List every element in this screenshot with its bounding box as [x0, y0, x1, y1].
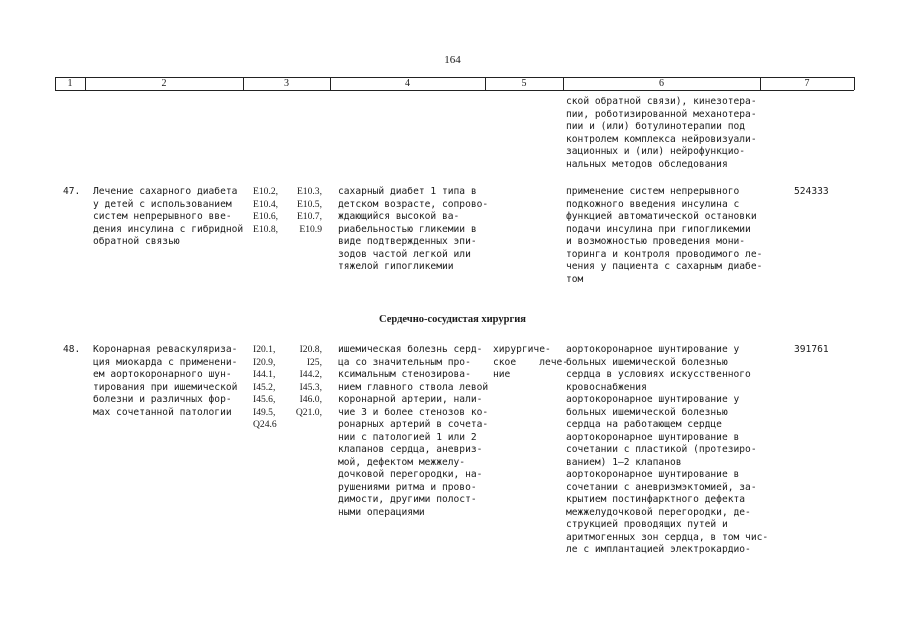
row-47-name: Лечение сахарного диабета у детей с использованием систем непрерывного вве- дения инсулина с гибридной обратной связью [93, 186, 244, 247]
column-header-3: 3 [284, 78, 289, 89]
row-48-patient-model: ишемическая болезнь серд- ца со значительным про- ксимальным стенозирова- нием главного ствола левой коронарной артерии, нали- чие 3 и более стенозов ко- ронарных артерий в сочета- нии с патологией 1 или 2 клапанов сердца, аневриз- мой, дефектом межжелу- дочковой перегородки, на- рушениями ритма и прово- димости, другими полост- ными операциями [338, 344, 489, 518]
icd-code: I44.2, [299, 369, 322, 380]
column-header-1: 1 [67, 78, 73, 89]
column-separator [854, 77, 855, 90]
icd-code: E10.9 [299, 223, 322, 235]
column-separator [485, 77, 486, 90]
icd-code: I49.5, [253, 406, 276, 418]
icd-code: E10.7, [296, 211, 322, 222]
row-48-method: аортокоронарное шунтирование у больных ишемической болезнью сердца в условиях искусственного кровоснабжения аортокоронарное шунтирование у больных ишемической болезнью сердца на работающем сердце аортокоронарное шунтирование в сочетании с пластикой (протезиро- ванием) 1–2 клапанов аортокоронарное шунтирование в сочетании с аневризмэктомией, за- крытием постинфарктного дефекта межжелудочковой перегородки, де- струкцией проводящих путей и аритмогенных зон сердца, в том чис- ле с имплантацией электрокардио- [566, 344, 769, 555]
row-48-number: 48. [63, 344, 81, 355]
row-47-method: применение систем непрерывного подкожного введения инсулина с функцией автоматической остановки подачи инсулина при гипогликемии и возможностью проведения мони- торинга и контроля проводимого ле- чения у пациента с сахарным диабе- том [566, 186, 763, 285]
icd-code: E10.5, [296, 198, 322, 210]
column-separator [85, 77, 86, 90]
icd-code: I25, [306, 356, 322, 368]
row-47-codes [253, 186, 322, 236]
icd-code: I20.9, [253, 356, 276, 368]
row-48-treatment-type: хирургиче- ское лече- ние [493, 344, 569, 380]
column-header-2: 2 [161, 78, 167, 89]
icd-code: I45.6, [253, 394, 276, 405]
header-bottom-rule [55, 90, 854, 91]
column-header-6: 6 [659, 78, 664, 89]
row-47-cost: 524333 [794, 186, 829, 197]
icd-code: I46.0, [299, 394, 322, 405]
column-separator [243, 77, 244, 90]
section-title: Сердечно-сосудистая хирургия [379, 314, 526, 325]
icd-code: E10.3, [296, 186, 322, 197]
column-separator [55, 77, 56, 90]
icd-code: I44.1, [253, 369, 276, 380]
column-header-5: 5 [521, 78, 527, 89]
column-header-4: 4 [405, 78, 410, 89]
row-47-patient-model: сахарный диабет 1 типа в детском возрасте, сопрово- ждающийся высокой ва- риабельностью гликемии в виде подтвержденных эпи- зодов частой легкой или тяжелой гипогликемии [338, 186, 489, 272]
column-separator [563, 77, 564, 90]
row-48-name: Коронарная реваскуляриза- ция миокарда с применени- ем аортокоронарного шун- тирования при ишемической болезни и различных фор- мах сочетанной патологии [93, 344, 238, 418]
continued-method-text: ской обратной связи), кинезотера- пии, роботизированной механотера- пии и (или) ботулинотерапии под контролем комплекса нейровизуали- зационных и (или) нейрофункцио- нальных методов обследования [566, 96, 757, 170]
icd-code: I20.8, [299, 344, 322, 355]
icd-code: Q21.0, [295, 406, 322, 418]
row-48-cost: 391761 [794, 344, 829, 355]
icd-code: E10.4, [253, 198, 279, 210]
row-48-codes [253, 344, 322, 432]
icd-code: E10.2, [253, 186, 279, 197]
column-header-7: 7 [804, 78, 810, 89]
icd-code: Q24.6 [253, 419, 277, 430]
icd-code: E10.8, [253, 223, 279, 235]
icd-code: I20.1, [253, 344, 276, 355]
column-separator [330, 77, 331, 90]
icd-code: E10.6, [253, 211, 279, 222]
column-separator [760, 77, 761, 90]
icd-code: I45.2, [253, 381, 276, 393]
page-number: 164 [444, 54, 461, 66]
row-47-number: 47. [63, 186, 81, 197]
icd-code: I45.3, [299, 381, 322, 393]
